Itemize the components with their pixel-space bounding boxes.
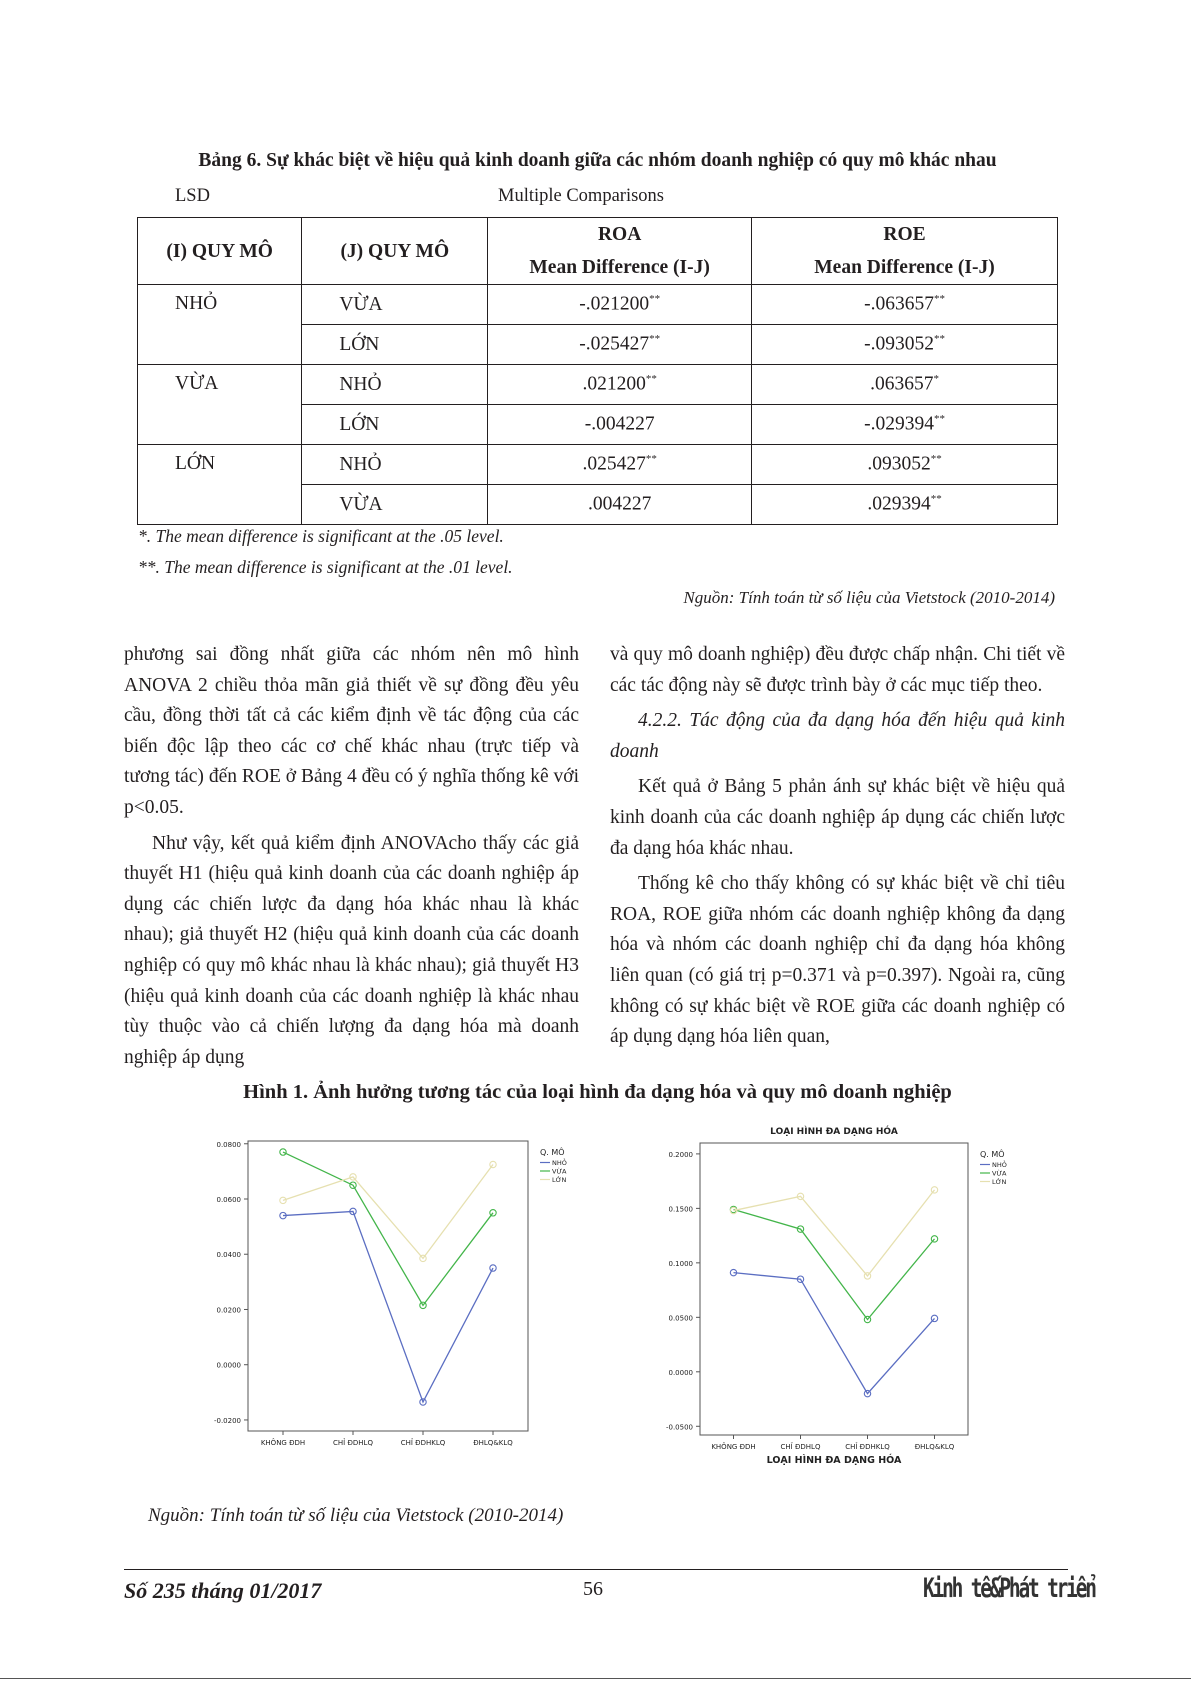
table-method: LSD [175,186,210,206]
roa-value: .021200** [488,365,752,405]
roe-value: -.093052** [752,325,1058,365]
footer-rule [124,1569,1068,1570]
roa-interaction-chart [196,1133,606,1481]
issue-label: Số 235 tháng 01/2017 [124,1578,322,1603]
header-roe-sub: Mean Difference (I-J) [814,257,995,278]
legend-label: VỪA [552,1167,567,1176]
journal-logo: Kinh tế&Phát triển [923,1573,1095,1604]
row-j: LỚN [302,325,488,365]
table-row [138,285,1058,325]
group-label: VỪA [138,365,302,445]
row-j: LỚN [302,405,488,445]
legend-title: Q. MÔ [980,1150,1005,1159]
x-tick-label: CHỈ ĐDHKLQ [845,1443,890,1451]
roe-value: -.029394** [752,405,1058,445]
header-roa [488,218,752,285]
plot-area [248,1141,528,1431]
y-tick-label: -0.0200 [213,1416,241,1425]
group-label: NHỎ [138,285,302,365]
y-tick-label: 0.0000 [668,1368,693,1377]
table-title: Bảng 6. Sự khác biệt về hiệu quả kinh doanh giữa các nhóm doanh nghiệp có quy mô khác nhau [198,150,997,171]
roa-value: -.025427** [488,325,752,365]
y-tick-label: 0.0500 [668,1314,693,1323]
table-row [138,445,1058,485]
x-tick-label: KHÔNG ĐDH [711,1443,756,1451]
y-tick-label: 0.1500 [668,1205,693,1214]
body-paragraph: Thống kê cho thấy không có sự khác biệt về chỉ tiêu ROA, ROE giữa nhóm các doanh nghiệp không đa dạng hóa và nhóm các doanh nghiệp chỉ đa dạng hóa không liên quan (có giá trị p=0.371 và p=0.397). Ngoài ra, cũng không có sự khác biệt về ROE giữa các doanh nghiệp có áp dụng dạng hóa liên quan, [610,873,1065,1048]
header-roa-sub: Mean Difference (I-J) [529,257,710,278]
table-row [138,365,1058,405]
body-left-column [124,640,579,1073]
roa-value: -.021200** [488,285,752,325]
y-tick-label: 0.0200 [216,1306,241,1315]
row-j: NHỎ [302,445,488,485]
x-tick-label: ĐHLQ&KLQ [473,1439,513,1447]
row-j: VỪA [302,485,488,525]
row-j: NHỎ [302,365,488,405]
row-j: VỪA [302,285,488,325]
body-paragraph: Như vậy, kết quả kiểm định ANOVAcho thấy các giả thuyết H1 (hiệu quả kinh doanh của các doanh nghiệp áp dụng các chiến lược đa dạng hóa khác nhau là khác nhau); giả thuyết H2 (hiệu quả kinh doanh của các doanh nghiệp có quy mô khác nhau là khác nhau); giả thuyết H3 (hiệu quả kinh doanh của các doanh nghiệp là khác nhau tùy thuộc vào cả chiến lượng đa dạng hóa mà doanh nghiệp áp dụng [124,832,579,1068]
x-axis-label: LOẠI HÌNH ĐA DẠNG HÓA [766,1455,902,1466]
x-tick-label: CHỈ ĐDHKLQ [400,1439,446,1447]
x-tick-label: ĐHLQ&KLQ [914,1443,955,1451]
table-source: Nguồn: Tính toán từ số liệu của Vietstock (2010-2014) [683,588,1055,607]
x-tick-label: CHỈ ĐDHLQ [333,1439,373,1447]
group-label: LỚN [138,445,302,525]
header-roe [752,218,1058,285]
roa-value: .025427** [488,445,752,485]
header-j: (J) QUY MÔ [302,218,488,285]
roe-interaction-chart [648,1123,1088,1495]
y-tick-label: 0.1000 [668,1259,693,1268]
body-paragraph: và quy mô doanh nghiệp) đều được chấp nhận. Chi tiết về các tác động này sẽ được trình bày ở các mục tiếp theo. [610,644,1065,696]
table-subtitle: Multiple Comparisons [498,186,664,206]
page-number: 56 [583,1578,603,1600]
roe-value: -.063657** [752,285,1058,325]
figure-source: Nguồn: Tính toán từ số liệu của Vietstock (2010-2014) [148,1505,564,1526]
legend-label: VỪA [992,1169,1007,1178]
legend-label: LỚN [992,1178,1007,1186]
legend-label: NHỎ [992,1161,1007,1169]
plot-area [700,1143,968,1435]
x-tick-label: KHÔNG ĐDH [260,1439,306,1447]
body-paragraph: phương sai đồng nhất giữa các nhóm nên mô hình ANOVA 2 chiều thỏa mãn giả thiết về sự đồng đều yêu cầu, đồng thời tất cả các kiểm định về tác động của các biến độc lập theo các cơ chế khác nhau (trực tiếp và tương tác) đến ROE ở Bảng 4 đều có ý nghĩa thống kê với p<0.05. [124,644,579,818]
section-heading: 4.2.2. Tác động của đa dạng hóa đến hiệu quả kinh doanh [610,710,1065,762]
y-tick-label: 0.0600 [216,1196,241,1204]
roe-value: .063657* [752,365,1058,405]
y-tick-label: 0.0400 [216,1251,241,1260]
x-tick-label: CHỈ ĐDHLQ [780,1443,821,1451]
legend-title: Q. MÔ [540,1148,565,1157]
y-tick-label: 0.0800 [216,1140,241,1149]
body-right-column [610,640,1065,1053]
figure-title: Hình 1. Ảnh hưởng tương tác của loại hình đa dạng hóa và quy mô doanh nghiệp [243,1081,952,1103]
roa-value: .004227 [488,485,752,525]
legend-label: NHỎ [552,1159,567,1167]
roe-value: .029394** [752,485,1058,525]
table-note-05: *. The mean difference is significant at the .05 level. [138,526,504,546]
table-note-01: **. The mean difference is significant at the .01 level. [138,557,513,577]
body-paragraph: Kết quả ở Bảng 5 phản ánh sự khác biệt về hiệu quả kinh doanh của các doanh nghiệp áp dụng các chiến lược đa dạng hóa khác nhau. [610,776,1065,859]
header-i: (I) QUY MÔ [138,218,302,285]
y-tick-label: 0.0000 [216,1361,241,1370]
multiple-comparisons-table [137,217,1058,525]
y-tick-label: -0.0500 [665,1423,693,1432]
header-roe-label: ROE [883,224,926,245]
table-header-row [138,218,1058,285]
bottom-rule [0,1678,1191,1679]
legend-label: LỚN [552,1176,567,1184]
y-tick-label: 0.2000 [668,1150,693,1159]
header-roa-label: ROA [597,224,642,245]
roa-value: -.004227 [488,405,752,445]
roe-value: .093052** [752,445,1058,485]
chart-title: LOẠI HÌNH ĐA DẠNG HÓA [770,1127,898,1137]
